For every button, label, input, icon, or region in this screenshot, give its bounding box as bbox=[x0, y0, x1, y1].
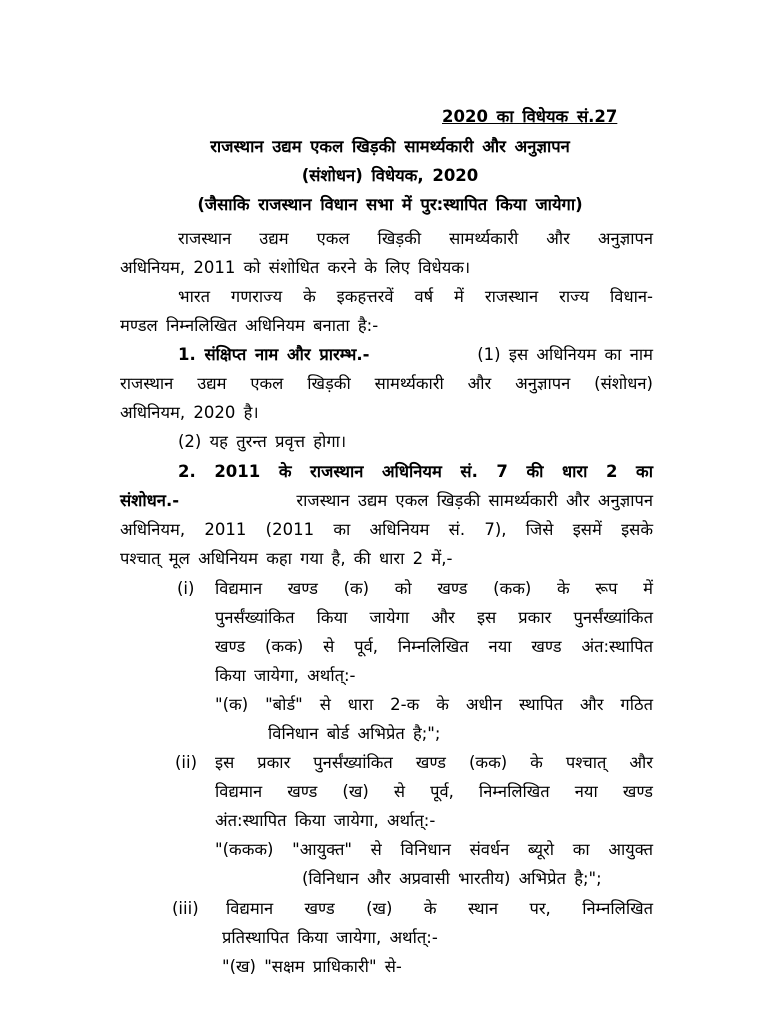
section-1-text: (1) इस अधिनियम का नाम bbox=[477, 345, 653, 364]
preamble-line-1: राजस्थान उद्यम एकल खिड़की सामर्थ्यकारी और अनुज्ञापन bbox=[178, 229, 653, 248]
section-1-line-4: (2) यह तुरन्त प्रवृत्त होगा। bbox=[178, 432, 347, 451]
section-1-heading: 1. संक्षिप्त नाम और प्रारम्भ.- bbox=[178, 345, 370, 364]
preamble-line-4: मण्डल निम्नलिखित अधिनियम बनाता है:- bbox=[120, 316, 379, 335]
bill-number: 2020 का विधेयक सं.27 bbox=[442, 107, 618, 126]
section-1-first-line bbox=[178, 342, 653, 368]
clause-i-number: (i) bbox=[177, 579, 195, 598]
section-1-line-3: अधिनियम, 2020 है। bbox=[120, 403, 259, 422]
clause-ii-quote-1: "(ककक) "आयुक्त" से विनिधान संवर्धन ब्यूरो का आयुक्त bbox=[215, 840, 653, 859]
section-2-heading-end: संशोधन.- bbox=[120, 491, 180, 510]
preamble-line-3: भारत गणराज्य के इकहत्तरवें वर्ष में राजस्थान राज्य विधान- bbox=[178, 287, 653, 306]
clause-i-line-3: खण्ड (कक) से पूर्व, निम्नलिखित नया खण्ड अंत:स्थापित bbox=[215, 637, 653, 656]
clause-ii-number: (ii) bbox=[175, 753, 198, 772]
section-2-text: राजस्थान उद्यम एकल खिड़की सामर्थ्यकारी और अनुज्ञापन bbox=[296, 491, 653, 510]
section-2-line-3: अधिनियम, 2011 (2011 का अधिनियम सं. 7), जिसे इसमें इसके bbox=[120, 520, 653, 539]
clause-ii-line-1: इस प्रकार पुनर्संख्यांकित खण्ड (कक) के पश्चात् और bbox=[215, 753, 653, 772]
preamble-line-2: अधिनियम, 2011 को संशोधित करने के लिए विधेयक। bbox=[120, 258, 471, 277]
clause-i-line-1: विद्यमान खण्ड (क) को खण्ड (कक) के रूप में bbox=[215, 579, 653, 598]
clause-iii-line-1: विद्यमान खण्ड (ख) के स्थान पर, निम्नलिखित bbox=[226, 899, 653, 918]
section-2-line-2 bbox=[120, 488, 653, 514]
clause-ii-quote-2: (विनिधान और अप्रवासी भारतीय) अभिप्रेत है;"; bbox=[302, 869, 602, 888]
clause-i-line-4: किया जायेगा, अर्थात्:- bbox=[215, 666, 356, 685]
section-2-line-4: पश्चात् मूल अधिनियम कहा गया है, की धारा 2 में,- bbox=[120, 549, 453, 568]
clause-i-quote-2: विनिधान बोर्ड अभिप्रेत है;"; bbox=[268, 724, 441, 743]
title-line-3: (जैसाकि राजस्थान विधान सभा में पुर:स्थापित किया जायेगा) bbox=[197, 195, 583, 214]
clause-iii-number: (iii) bbox=[172, 899, 199, 918]
clause-i-line-2: पुनर्संख्यांकित किया जायेगा और इस प्रकार पुनर्संख्यांकित bbox=[215, 608, 653, 627]
title-line-2: (संशोधन) विधेयक, 2020 bbox=[301, 166, 479, 185]
clause-i-quote-1: "(क) "बोर्ड" से धारा 2-क के अधीन स्थापित और गठित bbox=[215, 695, 653, 714]
clause-iii-line-2: प्रतिस्थापित किया जायेगा, अर्थात्:- bbox=[222, 928, 438, 947]
section-2-heading: 2. 2011 के राजस्थान अधिनियम सं. 7 की धारा 2 का bbox=[178, 462, 653, 481]
clause-iii-quote-1: "(ख) "सक्षम प्राधिकारी" से- bbox=[222, 957, 402, 976]
clause-ii-line-3: अंत:स्थापित किया जायेगा, अर्थात्:- bbox=[215, 811, 436, 830]
clause-ii-line-2: विद्यमान खण्ड (ख) से पूर्व, निम्नलिखित नया खण्ड bbox=[215, 782, 653, 801]
section-1-line-2: राजस्थान उद्यम एकल खिड़की सामर्थ्यकारी और अनुज्ञापन (संशोधन) bbox=[120, 374, 653, 393]
title-line-1: राजस्थान उद्यम एकल खिड़की सामर्थ्यकारी और अनुज्ञापन bbox=[210, 137, 570, 156]
